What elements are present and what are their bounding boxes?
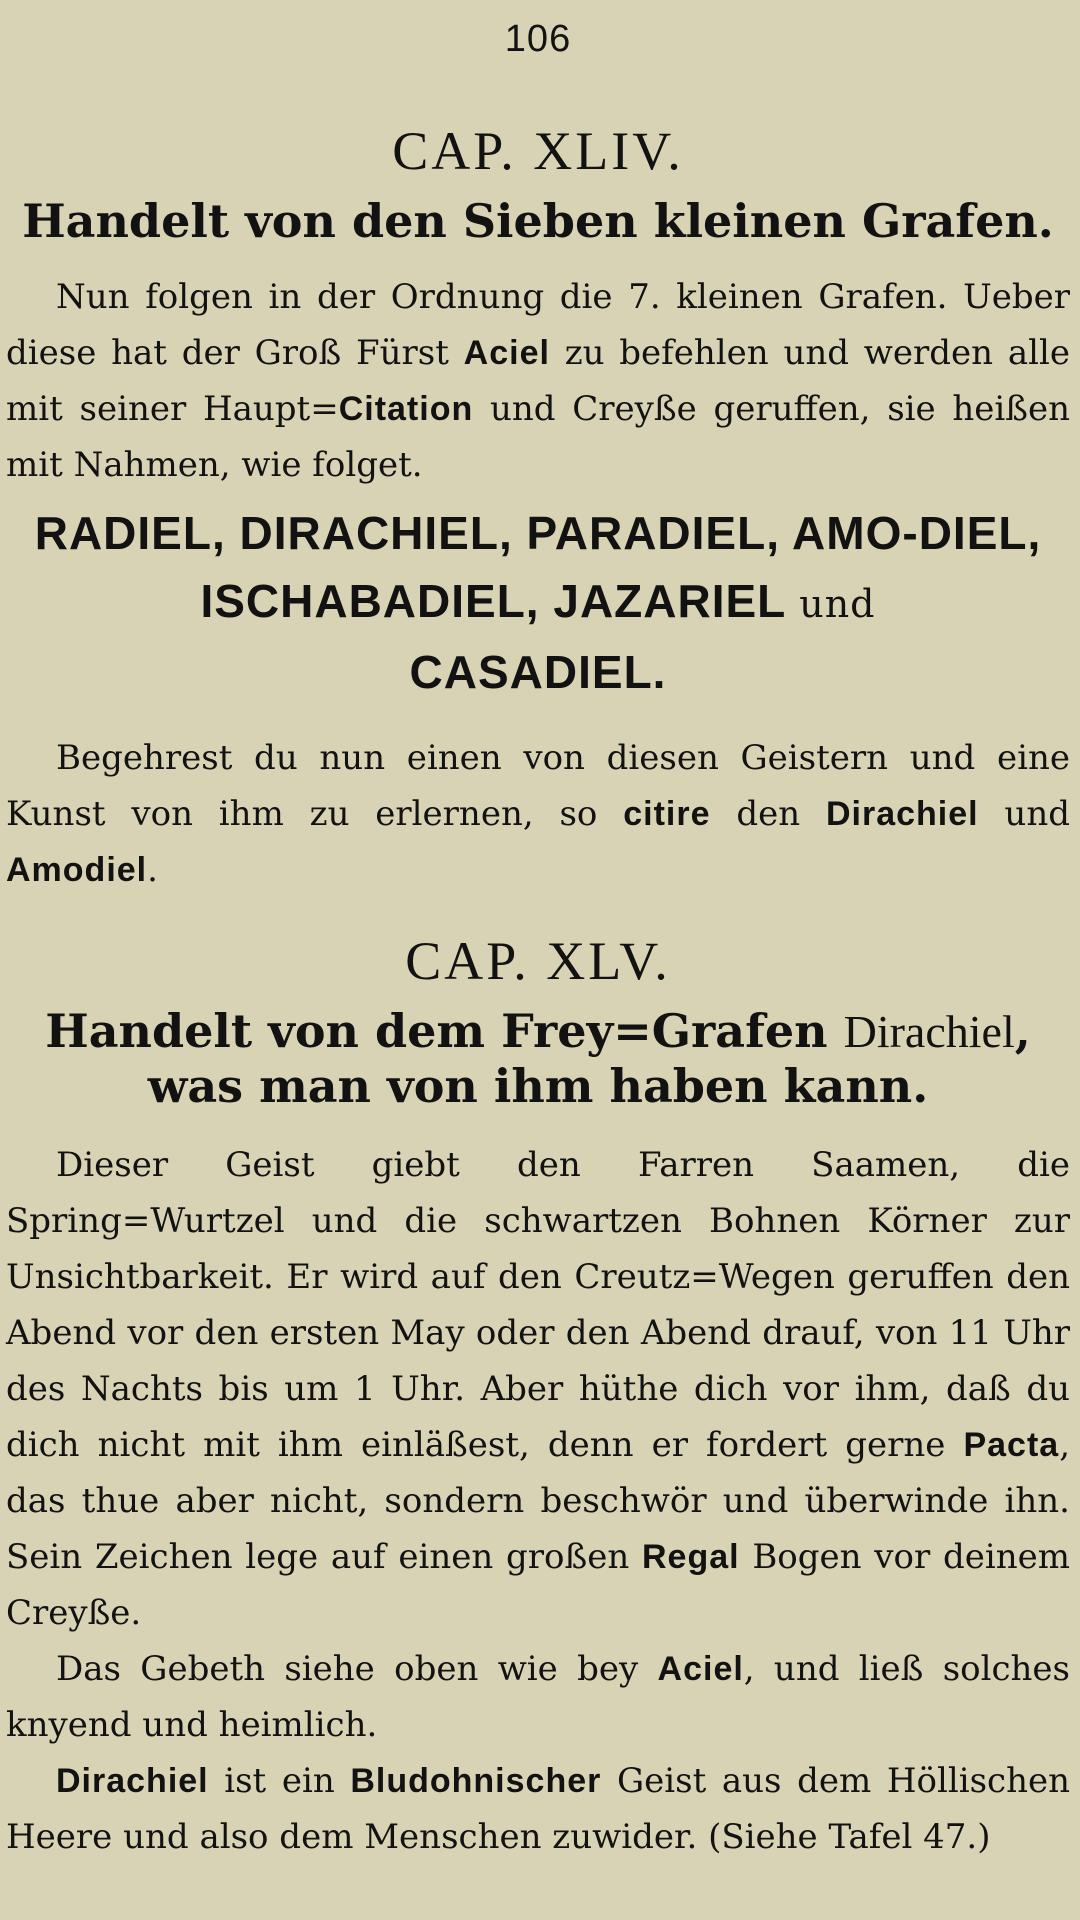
p1-regal: Regal xyxy=(641,1537,740,1576)
chapter-45-paragraph-1 xyxy=(6,1137,1070,1641)
p1-text-c: Bogen vor deinem Creyße. xyxy=(6,1536,1070,1633)
page-number: 106 xyxy=(504,18,572,60)
chapter-45 xyxy=(6,931,1070,1864)
para-amodiel: Amodiel xyxy=(6,851,148,890)
p3-text-a: ist ein xyxy=(208,1760,351,1801)
para-text-3: und xyxy=(978,794,1070,835)
p2-text-b: , und ließ solches knyend und heimlich. xyxy=(6,1648,1070,1745)
spirit-names-list: RADIEL, DIRACHIEL, PARADIEL, AMO-DIEL, ISCHABADIEL, JAZARIEL xyxy=(34,507,1042,628)
intro-aciel: Aciel xyxy=(463,334,550,373)
intro-text-1: Nun folgen in der Ordnung die 7. kleinen Grafen. Ueber diese hat der Groß Fürst xyxy=(6,277,1070,374)
chapter-45-paragraph-3 xyxy=(6,1753,1070,1865)
p1-text-a: Dieser Geist giebt den Farren Saamen, die Spring=Wurtzel und die schwartzen Bohnen Körner zur Unsichtbarkeit. Er wird auf den Creutz=Wegen geruffen den Abend vor den ersten May oder den Abend drauf, von 11 Uhr des Nachts bis um 1 Uhr. Aber hüthe dich vor ihm, daß du dich nicht mit ihm einläßest, denn er fordert gerne xyxy=(6,1144,1070,1465)
intro-text-3: und Creyße geruffen, sie heißen mit Nahmen, wie folget. xyxy=(6,389,1071,486)
para-dirachiel: Dirachiel xyxy=(825,795,979,834)
heading-45-text-2: , xyxy=(1014,1004,1031,1059)
chapter-44 xyxy=(6,121,1071,898)
chapter-44-number: CAP. XLIV. xyxy=(392,121,684,181)
chapter-45-heading xyxy=(6,1004,1070,1114)
intro-citation: Citation xyxy=(338,390,474,429)
chapter-45-number: CAP. XLV. xyxy=(405,931,671,992)
spirit-names-und: und xyxy=(799,582,876,627)
p3-bludohnischer: Bludohnischer xyxy=(350,1761,602,1800)
intro-text-2: zu befehlen und werden alle mit seiner Haupt= xyxy=(6,333,1070,430)
para-text-1: Begehrest du nun einen von diesen Geistern und eine Kunst von ihm zu erlernen, so xyxy=(6,738,1070,835)
chapter-45-paragraph-2 xyxy=(6,1641,1070,1753)
chapter-44-paragraph xyxy=(6,730,1070,898)
spirit-names-last: CASADIEL. xyxy=(409,646,667,699)
chapter-44-intro xyxy=(6,269,1070,493)
heading-45-dirachiel: Dirachiel xyxy=(843,1006,1015,1058)
para-citire: citire xyxy=(623,795,711,834)
p3-dirachiel: Dirachiel xyxy=(56,1761,209,1800)
para-text-4: . xyxy=(147,850,158,891)
p2-aciel: Aciel xyxy=(657,1649,744,1688)
p1-text-b: , das thue aber nicht, sondern beschwör und überwinde ihn. Sein Zeichen lege auf einen großen xyxy=(6,1424,1070,1577)
p3-text-b: Geist aus dem Höllischen Heere und also dem Menschen zuwider. (Siehe Tafel 47.) xyxy=(6,1760,1070,1857)
p1-pacta: Pacta xyxy=(963,1425,1060,1464)
chapter-44-heading: Handelt von den Sieben kleinen Grafen. xyxy=(22,194,1054,248)
para-text-2: den xyxy=(710,794,826,835)
spirit-names xyxy=(6,499,1070,706)
p2-text-a: Das Gebeth siehe oben wie bey xyxy=(56,1648,658,1689)
heading-45-line-2: was man von ihm haben kann. xyxy=(147,1059,929,1114)
heading-45-text-1: Handelt von dem Frey=Grafen xyxy=(45,1004,844,1059)
